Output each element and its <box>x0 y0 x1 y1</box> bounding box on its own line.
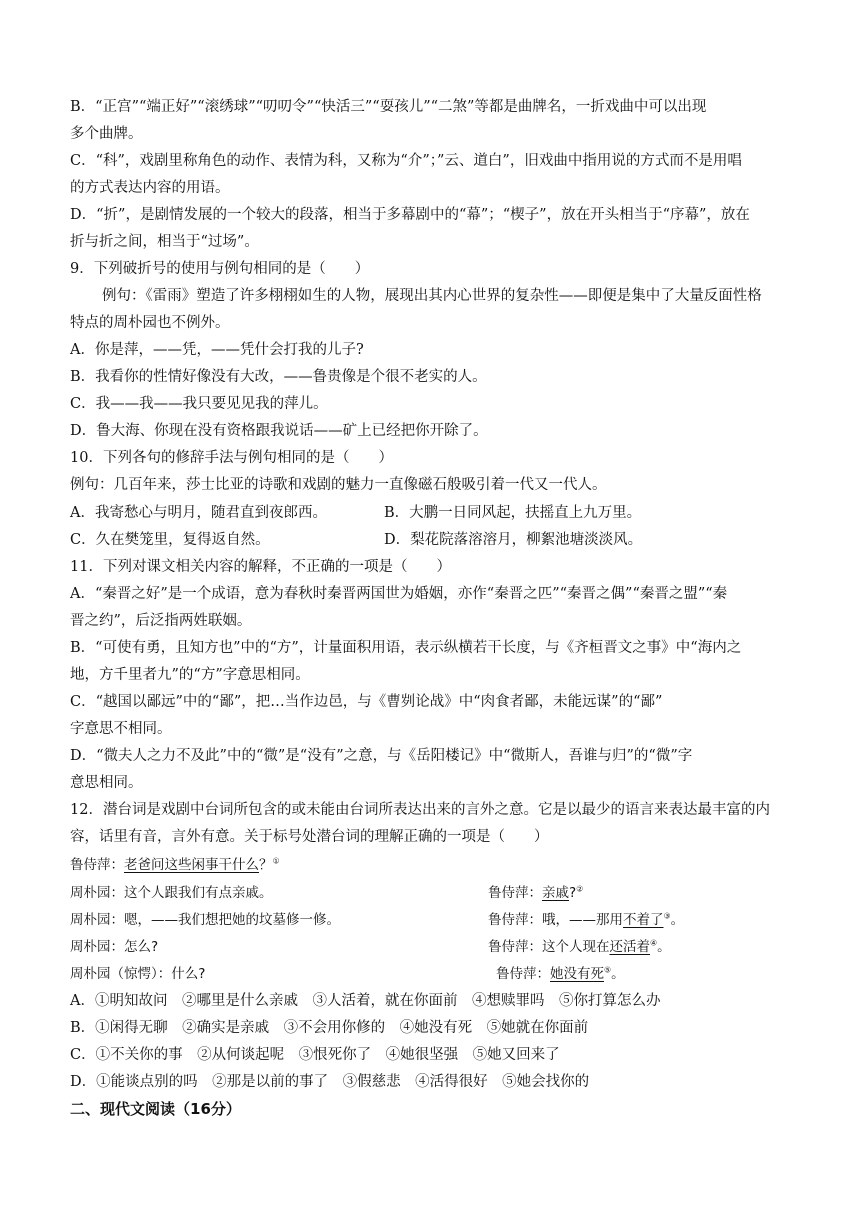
q12-stem-line1: 12．潜台词是戏剧中台词所包含的或未能由台词所表达出来的言外之意。它是以最少的语言来表达最丰富的内 <box>70 802 770 818</box>
underlined-line: 老爸问这些闲事干什么 <box>124 857 259 873</box>
lu-line <box>488 883 583 903</box>
q9-option-d: D．鲁大海、你现在没有资格跟我说话——矿上已经把你开除了。 <box>70 423 488 439</box>
dialogue-line-4 <box>70 964 790 984</box>
speaker: 鲁侍萍： <box>70 857 124 873</box>
dialogue-line-1 <box>70 883 790 903</box>
underlined-line: 亲戚 <box>542 885 569 901</box>
lu-line <box>496 964 625 984</box>
underlined-line: 不着了 <box>623 912 664 928</box>
q11-stem: 11．下列对课文相关内容的解释，不正确的一项是（ ） <box>70 559 451 575</box>
punct: 。 <box>670 912 685 928</box>
circled-mark-2: ② <box>576 884 584 894</box>
q9-option-c: C．我——我——我只要见见我的萍儿。 <box>70 396 328 412</box>
q9-option-a: A．你是萍，——凭，——凭什会打我的儿子? <box>70 342 364 358</box>
q10-option-c: C．久在樊笼里，复得返自然。 <box>70 532 270 548</box>
q11-option-b-line1: B．“可使有勇，且知方也”中的“方”，计量面积用语，表示纵横若干长度，与《齐桓晋文之事》中“海内之 <box>70 640 742 656</box>
punct: 。 <box>611 966 625 982</box>
q11-option-c-line2: 字意思不相同。 <box>70 721 172 737</box>
speaker: 鲁侍萍： <box>496 966 550 982</box>
section-2-heading: 二、现代文阅读（16分） <box>70 1100 241 1118</box>
q10-option-d: D．梨花院落溶溶月，柳絮池塘淡淡风。 <box>384 532 643 548</box>
q10-row2 <box>70 530 790 550</box>
q11-option-a-line2: 晋之约”，后泛指两姓联姻。 <box>70 613 252 629</box>
q11-option-b-line2: 地，方千里者九”的“方”字意思相同。 <box>70 667 310 683</box>
dialogue-line-3 <box>70 937 790 957</box>
q12-stem-line2: 容，话里有音，言外有意。关于标号处潜台词的理解正确的一项是（ ） <box>70 829 549 845</box>
speaker: 鲁侍萍： <box>488 885 542 901</box>
lu-line <box>488 910 684 930</box>
q11-option-c-line1: C．“越国以鄙远”中的“鄙”，把…当作边邑，与《曹刿论战》中“肉食者鄙，未能远谋”的“鄙” <box>70 694 663 710</box>
q9-example-line2: 特点的周朴园也不例外。 <box>70 315 230 331</box>
q12-option-c: C．①不关你的事 ②从何谈起呢 ③恨死你了 ④她很坚强 ⑤她又回来了 <box>70 1047 560 1063</box>
dialogue-line-0 <box>70 855 790 875</box>
q8-option-d-line1: D．“折”，是剧情发展的一个较大的段落，相当于多幕剧中的“幕”；“楔子”，放在开头相当于“序幕”，放在 <box>70 207 750 223</box>
q11-option-d-line1: D．“微夫人之力不及此”中的“微”是“没有”之意，与《岳阳楼记》中“微斯人，吾谁与归”的“微”字 <box>70 748 693 764</box>
q11-option-a-line1: A．“秦晋之好”是一个成语，意为春秋时秦晋两国世为婚姻，亦作“秦晋之匹”“秦晋之偶”“秦晋之盟”“秦 <box>70 586 728 602</box>
underlined-line: 她没有死 <box>550 966 604 982</box>
q8-option-c-line2: 的方式表达内容的用语。 <box>70 180 230 196</box>
punct: 。 <box>657 939 671 955</box>
zhou-line: 周朴园（惊愕）：什么? <box>70 966 206 982</box>
q12-option-d: D．①能谈点别的吗 ②那是以前的事了 ③假慈悲 ④活得很好 ⑤她会找你的 <box>70 1074 590 1090</box>
q12-option-a: A．①明知故问 ②哪里是什么亲戚 ③人活着，就在你面前 ④想赎罪吗 ⑤你打算怎么办 <box>70 993 661 1009</box>
speaker-text: 鲁侍萍：这个人现在 <box>488 939 610 955</box>
circled-mark-4: ④ <box>650 938 658 948</box>
q10-option-a: A．我寄愁心与明月，随君直到夜郎西。 <box>70 505 327 521</box>
underlined-line: 还活着 <box>609 939 650 955</box>
circled-mark-1: ① <box>272 856 280 866</box>
circled-mark-3: ③ <box>663 911 671 921</box>
punct: ? <box>569 885 577 901</box>
q9-example-line1: 例句：《雷雨》塑造了许多栩栩如生的人物，展现出其内心世界的复杂性——即便是集中了大量反面性格 <box>102 288 762 304</box>
q10-stem: 10．下列各句的修辞手法与例句相同的是（ ） <box>70 450 393 466</box>
zhou-line: 周朴园：嗯，——我们想把她的坟墓修一修。 <box>70 912 340 928</box>
q8-option-c-line1: C．“科”，戏剧里称角色的动作、表情为科，又称为“介”；”云、道白”，旧戏曲中指用说的方式而不是用唱 <box>70 153 742 169</box>
punct: ？ <box>259 857 273 873</box>
zhou-line: 周朴园：怎么? <box>70 939 159 955</box>
zhou-line: 周朴园：这个人跟我们有点亲戚。 <box>70 885 273 901</box>
q11-option-d-line2: 意思相同。 <box>70 775 143 791</box>
q8-option-b-line1: B．“正宫”“端正好”“滚绣球”“叨叨令”“快活三”“耍孩儿”“二煞”等都是曲牌名，一折戏曲中可以出现 <box>70 99 707 115</box>
q8-option-d-line2: 折与折之间，相当于“过场”。 <box>70 234 259 250</box>
q10-row1 <box>70 503 790 523</box>
dialogue-line-2 <box>70 910 790 930</box>
q10-example: 例句：几百年来，莎士比亚的诗歌和戏剧的魅力一直像磁石般吸引着一代又一代人。 <box>70 477 607 493</box>
q9-option-b: B．我看你的性情好像没有大改，——鲁贵像是个很不老实的人。 <box>70 369 487 385</box>
q8-option-b-line2: 多个曲牌。 <box>70 126 143 142</box>
q12-option-b: B．①闲得无聊 ②确实是亲戚 ③不会用你修的 ④她没有死 ⑤她就在你面前 <box>70 1020 589 1036</box>
speaker-text: 鲁侍萍：哦，——那用 <box>488 912 623 928</box>
circled-mark-5: ⑤ <box>604 965 612 975</box>
q9-stem: 9．下列破折号的使用与例句相同的是（ ） <box>70 261 370 277</box>
q10-option-b: B．大鹏一日同风起，扶摇直上九万里。 <box>384 505 642 521</box>
lu-line <box>488 937 671 957</box>
